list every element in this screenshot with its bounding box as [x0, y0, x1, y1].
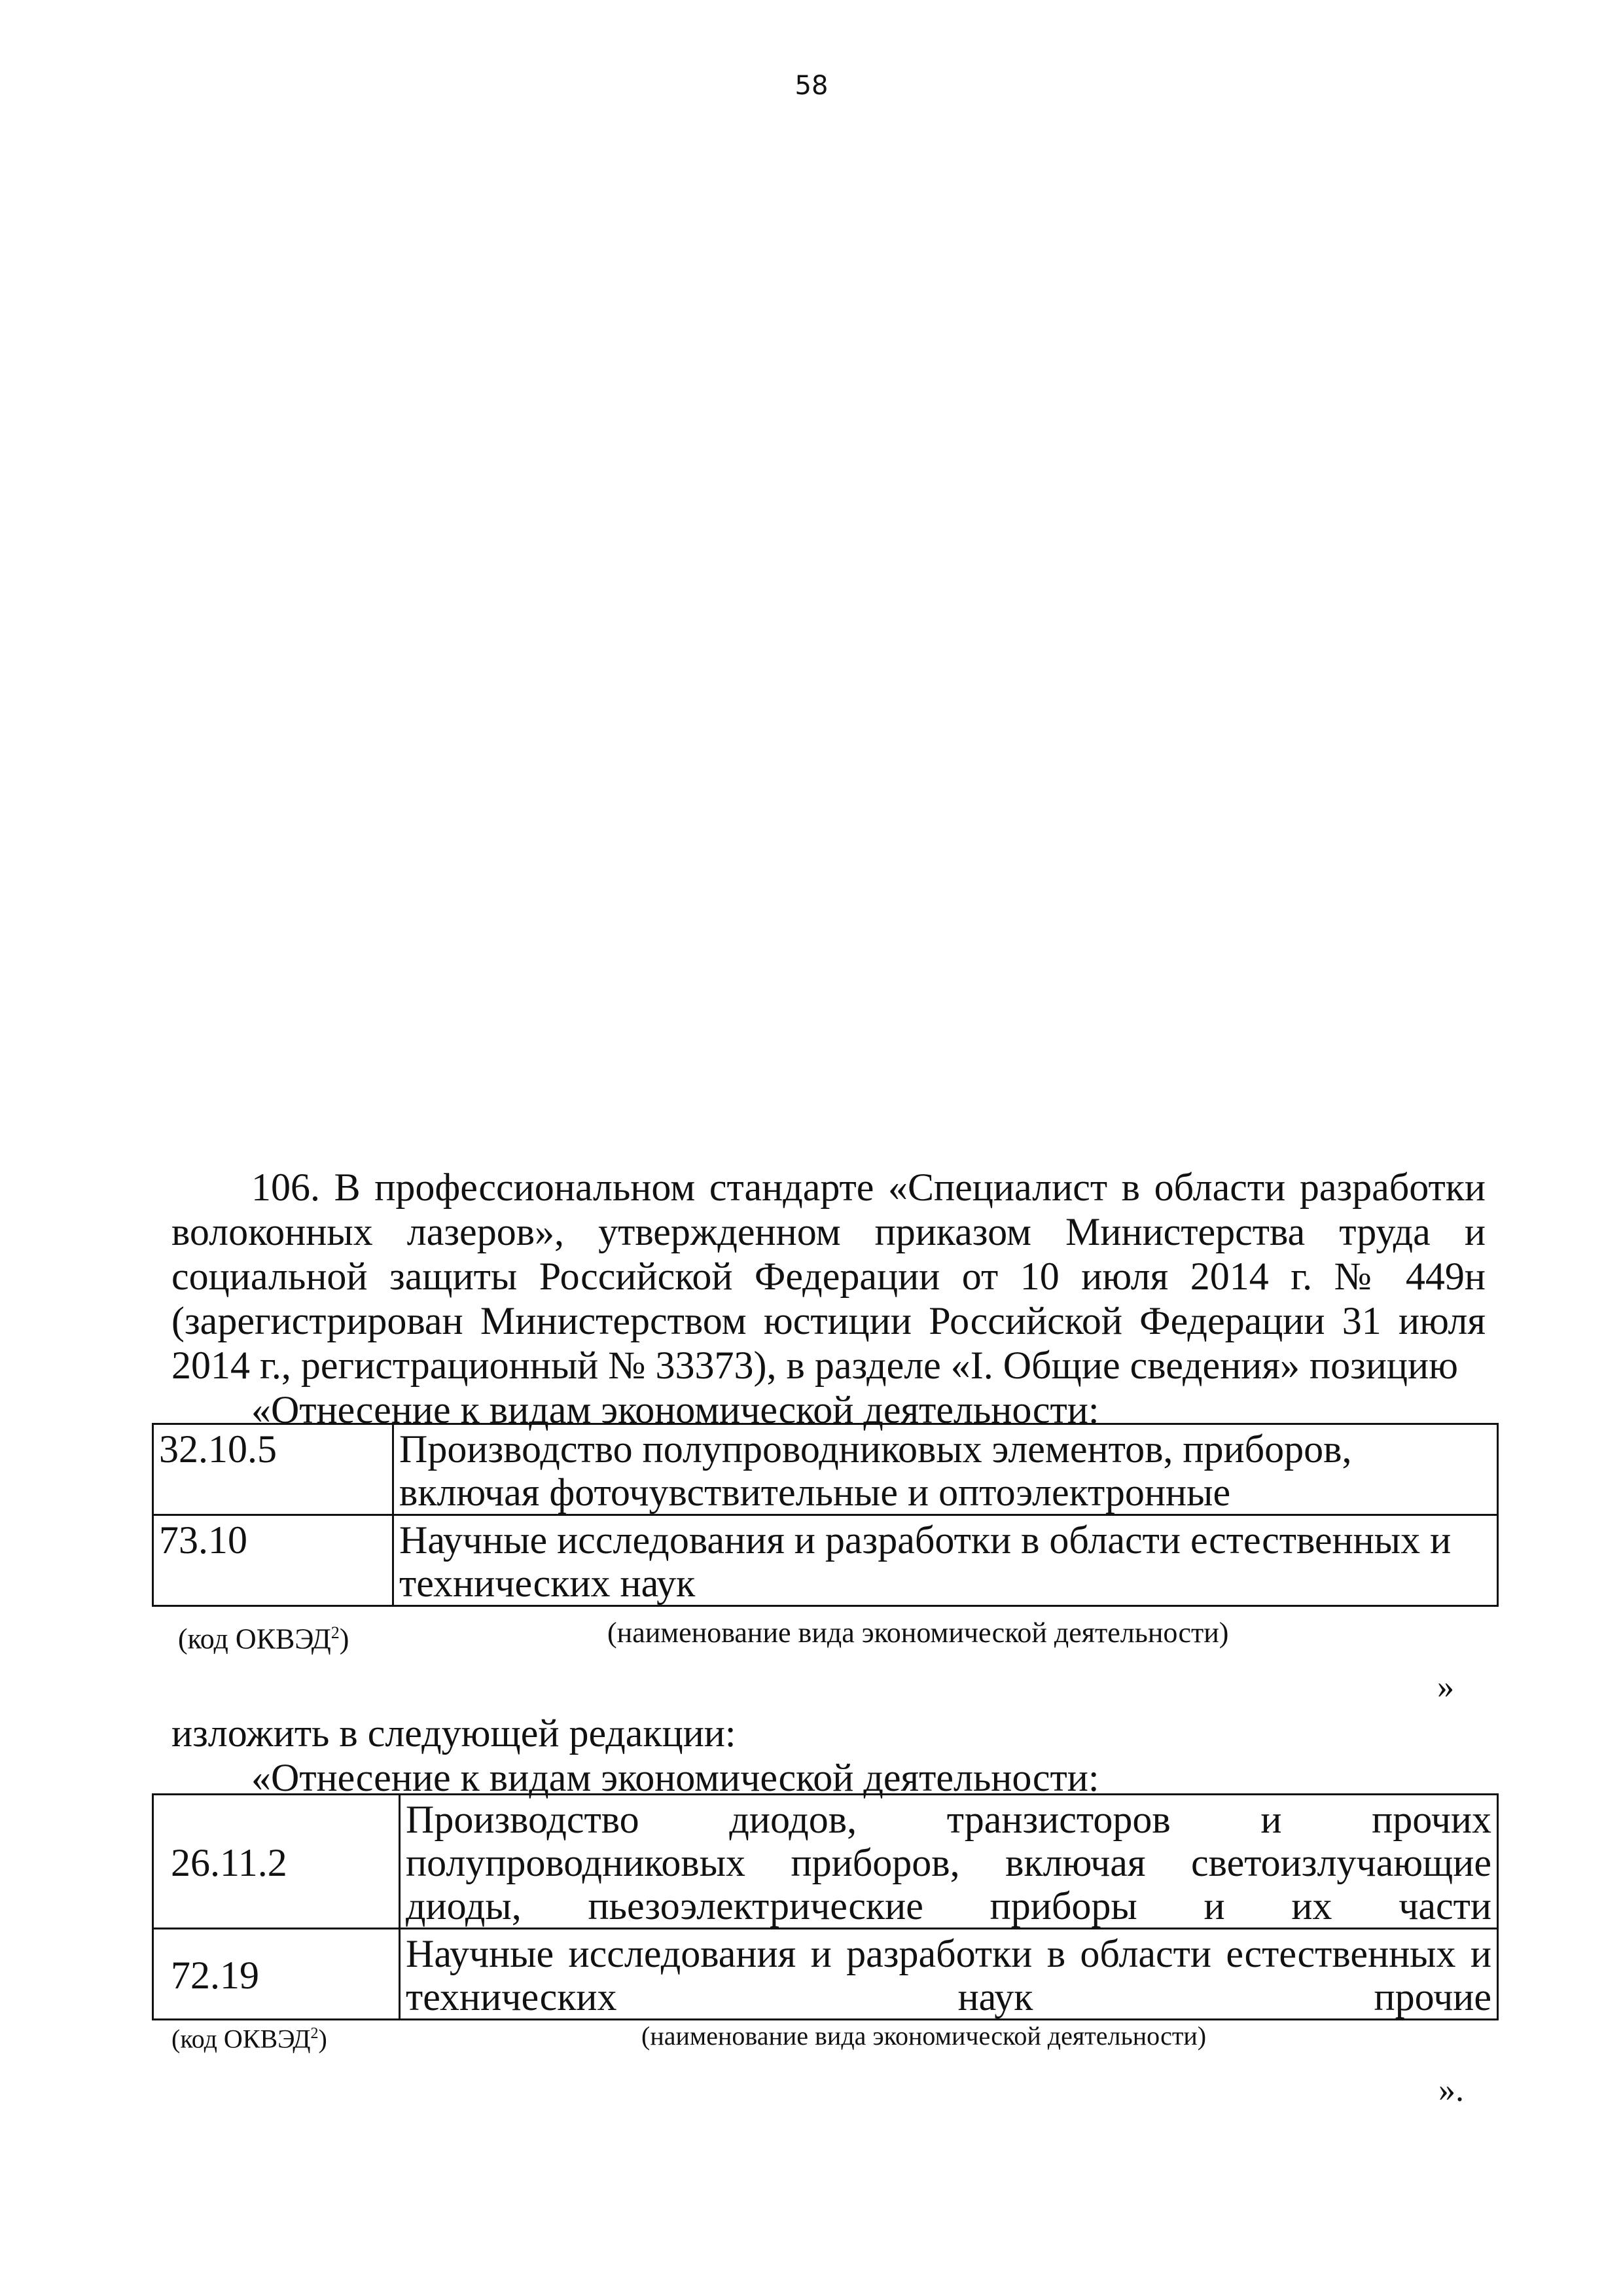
paragraph-106: 106. В профессиональном стандарте «Специалист в области разработки волоконных лазеров», утвержденном приказом Министерства труда и социальной защиты Российской Федерации от 10 июля 2014 г. № 449н (зарегистрирован Министерством юстиции Российской Федерации 31 июля 2014 г., регистрационный № 33373), в разделе «I. Общие сведения» позицию [171, 1166, 1486, 1387]
caption-name-old: (наименование вида экономической деятельности) [607, 1617, 1229, 1649]
okved-table-new [152, 1793, 1499, 2020]
intro-block [171, 1165, 1486, 1432]
page-number: 58 [794, 71, 829, 101]
table-row [153, 1515, 1498, 1606]
table-row [153, 1795, 1498, 1929]
caption-name-new: (наименование вида экономической деятельности) [641, 2021, 1207, 2051]
activity-name-cell: Производство полупроводниковых элементов, приборов, включая фоточувствительные и оптоэлектронные [393, 1424, 1498, 1515]
okved-code-cell: 72.19 [153, 1929, 400, 2020]
okved-code-cell: 26.11.2 [153, 1795, 400, 1929]
caption-code-old: (код ОКВЭД$^2$) [178, 1623, 349, 1655]
closing-quote-old: » [1437, 1668, 1454, 1706]
instruction-block [171, 1711, 1486, 1800]
table-intro-new: «Отнесение к видам экономической деятельности: [251, 1756, 1099, 1799]
table-row [153, 1929, 1498, 2020]
table-row [153, 1424, 1498, 1515]
okved-code-cell: 73.10 [153, 1515, 393, 1606]
activity-name-cell: Научные исследования и разработки в области естественных и технических наук прочие [400, 1929, 1498, 2020]
activity-name-cell: Производство диодов, транзисторов и прочих полупроводниковых приборов, включая светоизлучающие диоды, пьезоэлектрические приборы и их части [400, 1795, 1498, 1929]
caption-code-new: (код ОКВЭД$^2$) [171, 2024, 327, 2054]
closing-quote-new: ». [1438, 2072, 1464, 2109]
table-intro-old: «Отнесение к видам экономической деятельности: [251, 1388, 1099, 1431]
activity-name-cell: Научные исследования и разработки в области естественных и технических наук [393, 1515, 1498, 1606]
okved-code-cell: 32.10.5 [153, 1424, 393, 1515]
instruction-text: изложить в следующей редакции: [171, 1712, 736, 1755]
okved-table-old [152, 1423, 1499, 1607]
